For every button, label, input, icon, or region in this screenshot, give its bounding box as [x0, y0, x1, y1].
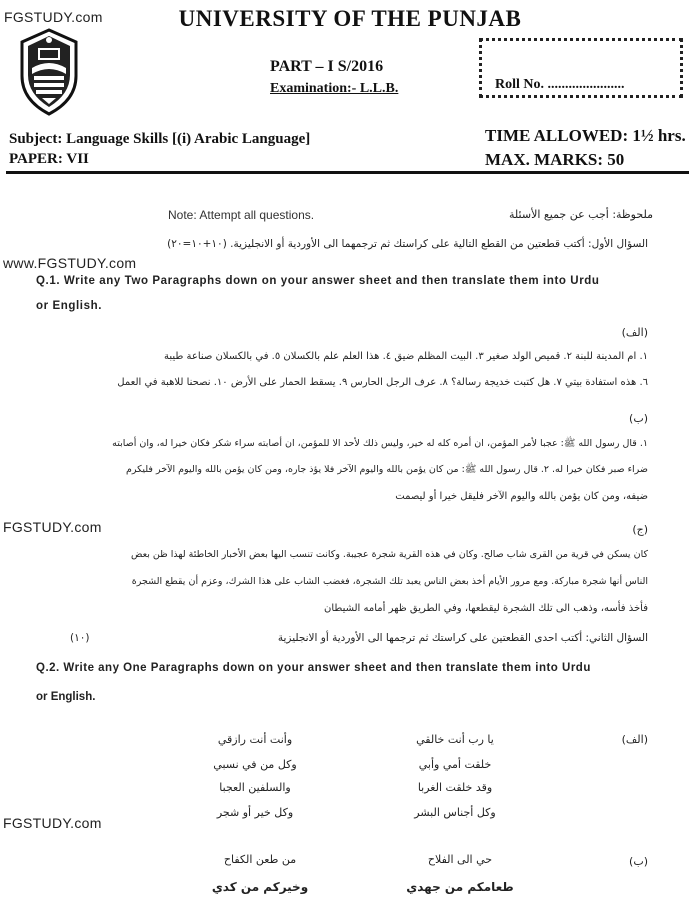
poem-verse: وكل خير أو شجر: [216, 806, 294, 819]
q2-section-b-label: (ب): [629, 855, 648, 868]
q2-arabic-marks: (١٠): [70, 632, 90, 644]
q1-section-b-text: ضراء صبر فكان خيرا له. ٢. قال رسول الله ﷺ: من كان يؤمن بالله واليوم الآخر فلا يؤذ جاره، ومن كان يؤمن بالله واليوم الآخر فليكرم: [126, 464, 648, 475]
q2-arabic-instruction: السؤال الثاني: أكتب احدى القطعتين على كراستك ثم ترجمها الى الأوردية أو الانجليزية: [277, 632, 648, 644]
q2-english-line: Q.2. Write any One Paragraphs down on your answer sheet and then translate them into Urdu: [36, 662, 591, 674]
q1-section-a-label: (الف): [621, 326, 648, 339]
q2-section-a-label: (الف): [621, 733, 648, 746]
poem-verse: وقد خلقت الغربا: [417, 781, 493, 794]
poem-verse: حي الى الفلاح: [427, 853, 493, 866]
q1-section-c-label: (ج): [632, 523, 648, 536]
paper-line: PAPER: VII: [9, 151, 89, 167]
university-crest-icon: [14, 28, 84, 116]
q1-arabic-instruction: السؤال الأول: أكتب قطعتين من القطع التالية على كراستك ثم ترجمهما الى الأوردية أو الانجليزية. (١٠+١٠=٢٠): [167, 238, 648, 250]
q1-section-b-label: (ب): [629, 412, 648, 425]
poem-verse: خلقت أمي وأبي: [418, 758, 492, 771]
subject-line: Subject: Language Skills [(i) Arabic Language]: [9, 131, 311, 147]
q1-section-c-text: الناس أنها شجرة مباركة. ومع مرور الأيام أخذ بعض الناس يعبد تلك الشجرة، فغضب الشاب على هذا الشرك، وعزم أن يقطع الشجرة: [131, 576, 648, 587]
divider: [6, 171, 689, 174]
poem-verse: من طعن الكفاح: [223, 853, 297, 866]
poem-verse: والسلفين العجبا: [219, 781, 291, 794]
exam-part: PART – I S/2016: [270, 58, 384, 75]
q1-english-line: or English.: [36, 300, 103, 312]
poem-verse: يا رب أنت خالقي: [416, 733, 494, 746]
poem-verse: وخيركم من كدي: [211, 880, 309, 894]
q1-english-line: Q.1. Write any Two Paragraphs down on your answer sheet and then translate them into Urdu: [36, 275, 600, 287]
q2-english-line: or English.: [36, 691, 96, 703]
exam-name: Examination:- L.L.B.: [270, 81, 399, 96]
q1-section-b-text: ١. قال رسول الله ﷺ: عجبا لأمر المؤمن، ان أمره كله له خير، وليس ذلك لأحد الا للمؤمن، ان أصابته سراء شكر فكان خيرا له، وان أصابته: [112, 438, 648, 449]
poem-verse: طعامكم من جهدي: [406, 880, 514, 894]
watermark: www.FGSTUDY.com: [3, 255, 137, 271]
q1-section-a-text: ٦. هذه استفادة بيتي ٧. هل كتبت خديجة رسالة؟ ٨. عرف الرجل الحارس ٩. يسقط الحمار على الأرض ١٠. نصحنا للاهبة في العمل: [117, 377, 648, 388]
note-arabic: ملحوظة: أجب عن جميع الأسئلة: [509, 208, 653, 221]
poem-verse: وكل أجناس البشر: [414, 806, 496, 819]
time-allowed: TIME ALLOWED: 1½ hrs.: [485, 126, 686, 145]
note-english: Note: Attempt all questions.: [168, 208, 315, 222]
watermark: FGSTUDY.com: [3, 815, 102, 831]
university-title: UNIVERSITY OF THE PUNJAB: [178, 6, 522, 31]
poem-verse: وأنت أنت رازقي: [217, 733, 293, 746]
q1-section-c-text: كان يسكن في قرية من القرى شاب صالح. وكان في هذه القرية شجرة عجيبة. وكانت تنسب اليها بعض الأخبار الخاطئة لهذا ظن بعض: [131, 549, 648, 560]
max-marks: MAX. MARKS: 50: [485, 150, 625, 169]
watermark: FGSTUDY.com: [4, 9, 103, 25]
q1-section-a-text: ١. ام المدينة للبنة ٢. قميص الولد صغير ٣. البيت المظلم ضيق ٤. هذا العلم علم بالكسلان ٥. في بالكسلان صناعة طيبة: [163, 351, 648, 362]
q1-section-b-text: ضيفه، ومن كان يؤمن بالله واليوم الآخر فليقل خيرا أو ليصمت: [395, 491, 648, 502]
roll-number-label: Roll No. ......................: [495, 77, 625, 92]
q1-section-c-text: فأخذ فأسه، وذهب الى تلك الشجرة ليقطعها، وفي الطريق ظهر أمامه الشيطان: [323, 603, 648, 614]
watermark: FGSTUDY.com: [3, 519, 102, 535]
poem-verse: وكل من في نسبي: [213, 758, 297, 771]
